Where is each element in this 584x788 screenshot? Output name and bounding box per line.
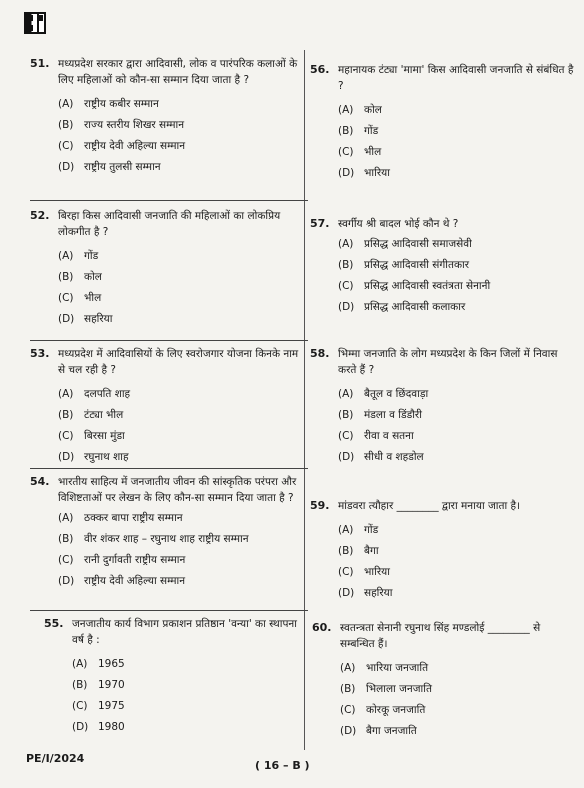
- option-b[interactable]: (B) गोंड: [338, 125, 379, 137]
- option-d[interactable]: (D) भारिया: [338, 167, 390, 179]
- option-d[interactable]: (D) सीधी व शहडोल: [338, 451, 424, 463]
- option-b[interactable]: (B) राज्य स्तरीय शिखर सम्मान: [58, 119, 185, 131]
- option-b[interactable]: (B) मंडला व डिंडौरी: [338, 409, 422, 421]
- option-c[interactable]: (C) 1975: [72, 700, 125, 712]
- option-c[interactable]: (C) भील: [338, 146, 382, 158]
- option-d[interactable]: (D) सहरिया: [58, 313, 113, 325]
- question-text: स्वर्गीय श्री बादल भोई कौन थे ?: [338, 218, 459, 230]
- row-divider: [30, 340, 308, 341]
- option-b[interactable]: (B) टंट्या भील: [58, 409, 124, 421]
- option-b[interactable]: (B) भिलाला जनजाति: [340, 683, 432, 695]
- question-number: 56.: [310, 63, 330, 76]
- option-d[interactable]: (D) 1980: [72, 721, 125, 733]
- question-text: महानायक टंट्या 'मामा' किस आदिवासी जनजाति से संबंधित है ?: [338, 64, 574, 92]
- option-c[interactable]: (C) बिरसा मुंडा: [58, 430, 125, 442]
- option-d[interactable]: (D) प्रसिद्ध आदिवासी कलाकार: [338, 301, 466, 313]
- row-divider: [30, 200, 308, 201]
- question-number: 57.: [310, 217, 330, 230]
- question-57: [310, 216, 578, 318]
- question-53: [30, 346, 302, 468]
- question-number: 59.: [310, 499, 330, 512]
- option-c[interactable]: (C) राष्ट्रीय देवी अहिल्या सम्मान: [58, 140, 186, 152]
- option-c[interactable]: (C) भारिया: [338, 566, 390, 578]
- question-51: [30, 56, 302, 178]
- question-text: भिम्मा जनजाति के लोग मध्यप्रदेश के किन जिलों में निवास करते हैं ?: [338, 348, 558, 376]
- question-number: 55.: [44, 617, 64, 630]
- option-c[interactable]: (C) भील: [58, 292, 102, 304]
- option-d[interactable]: (D) रघुनाथ शाह: [58, 451, 129, 463]
- question-55: [44, 616, 302, 738]
- option-b[interactable]: (B) प्रसिद्ध आदिवासी संगीतकार: [338, 259, 470, 271]
- option-a[interactable]: (A) गोंड: [338, 524, 379, 536]
- question-number: 53.: [30, 347, 50, 360]
- question-number: 54.: [30, 475, 50, 488]
- question-text: मध्यप्रदेश में आदिवासियों के लिए स्वरोजगार योजना किनके नाम से चल रही है ?: [58, 348, 299, 376]
- option-a[interactable]: (A) दलपति शाह: [58, 388, 131, 400]
- column-divider: [304, 50, 305, 750]
- option-b[interactable]: (B) बैगा: [338, 545, 379, 557]
- question-number: 52.: [30, 209, 50, 222]
- question-number: 58.: [310, 347, 330, 360]
- row-divider: [30, 468, 308, 469]
- option-a[interactable]: (A) गोंड: [58, 250, 99, 262]
- option-c[interactable]: (C) रानी दुर्गावती राष्ट्रीय सम्मान: [58, 554, 186, 566]
- question-text: मध्यप्रदेश सरकार द्वारा आदिवासी, लोक व पारंपरिक कलाओं के लिए महिलाओं को कौन-सा सम्मान दिया जाता है ?: [58, 58, 298, 86]
- option-a[interactable]: (A) राष्ट्रीय कबीर सम्मान: [58, 98, 159, 110]
- paper-code: PE/I/2024: [26, 752, 85, 765]
- question-number: 60.: [312, 621, 332, 634]
- option-b[interactable]: (B) कोल: [58, 271, 102, 283]
- question-number: 51.: [30, 57, 50, 70]
- question-text: भारतीय साहित्य में जनजातीय जीवन की सांस्कृतिक परंपरा और विशिष्टताओं पर लेखन के लिए कौन-सा सम्मान दिया जाता है ?: [58, 476, 297, 504]
- option-c[interactable]: (C) प्रसिद्ध आदिवासी स्वतंत्रता सेनानी: [338, 280, 491, 292]
- option-b[interactable]: (B) वीर शंकर शाह – रघुनाथ शाह राष्ट्रीय सम्मान: [58, 533, 249, 545]
- option-d[interactable]: (D) राष्ट्रीय देवी अहिल्या सम्मान: [58, 575, 186, 587]
- option-d[interactable]: (D) राष्ट्रीय तुलसी सम्मान: [58, 161, 161, 173]
- question-59: [310, 498, 578, 604]
- option-b[interactable]: (B) 1970: [72, 679, 125, 691]
- option-a[interactable]: (A) 1965: [72, 658, 125, 670]
- question-text: जनजातीय कार्य विभाग प्रकाशन प्रतिष्ठान 'वन्या' का स्थापना वर्ष है :: [72, 618, 297, 646]
- row-divider: [30, 610, 308, 611]
- question-54: [30, 474, 302, 592]
- option-a[interactable]: (A) ठक्कर बापा राष्ट्रीय सम्मान: [58, 512, 183, 524]
- question-52: [30, 208, 302, 330]
- question-text: स्वतन्त्रता सेनानी रघुनाथ सिंह मण्डलोई ________ से सम्बन्धित हैं।: [340, 622, 541, 650]
- option-a[interactable]: (A) बैतूल व छिंदवाड़ा: [338, 388, 429, 400]
- option-a[interactable]: (A) कोल: [338, 104, 382, 116]
- page-number: ( 16 – B ): [255, 759, 310, 772]
- question-text: मांडवरा त्यौहार ________ द्वारा मनाया जाता है।: [338, 500, 521, 512]
- option-c[interactable]: (C) रीवा व सतना: [338, 430, 414, 442]
- qr-code-icon: [24, 12, 46, 34]
- option-d[interactable]: (D) सहरिया: [338, 587, 393, 599]
- question-text: बिरहा किस आदिवासी जनजाति की महिलाओं का लोकप्रिय लोकगीत है ?: [58, 210, 281, 238]
- question-56: [310, 62, 578, 184]
- option-a[interactable]: (A) प्रसिद्ध आदिवासी समाजसेवी: [338, 238, 472, 250]
- question-58: [310, 346, 578, 468]
- question-60: [312, 620, 578, 742]
- option-d[interactable]: (D) बैगा जनजाति: [340, 725, 417, 737]
- option-a[interactable]: (A) भारिया जनजाति: [340, 662, 429, 674]
- option-c[interactable]: (C) कोरकू जनजाति: [340, 704, 426, 716]
